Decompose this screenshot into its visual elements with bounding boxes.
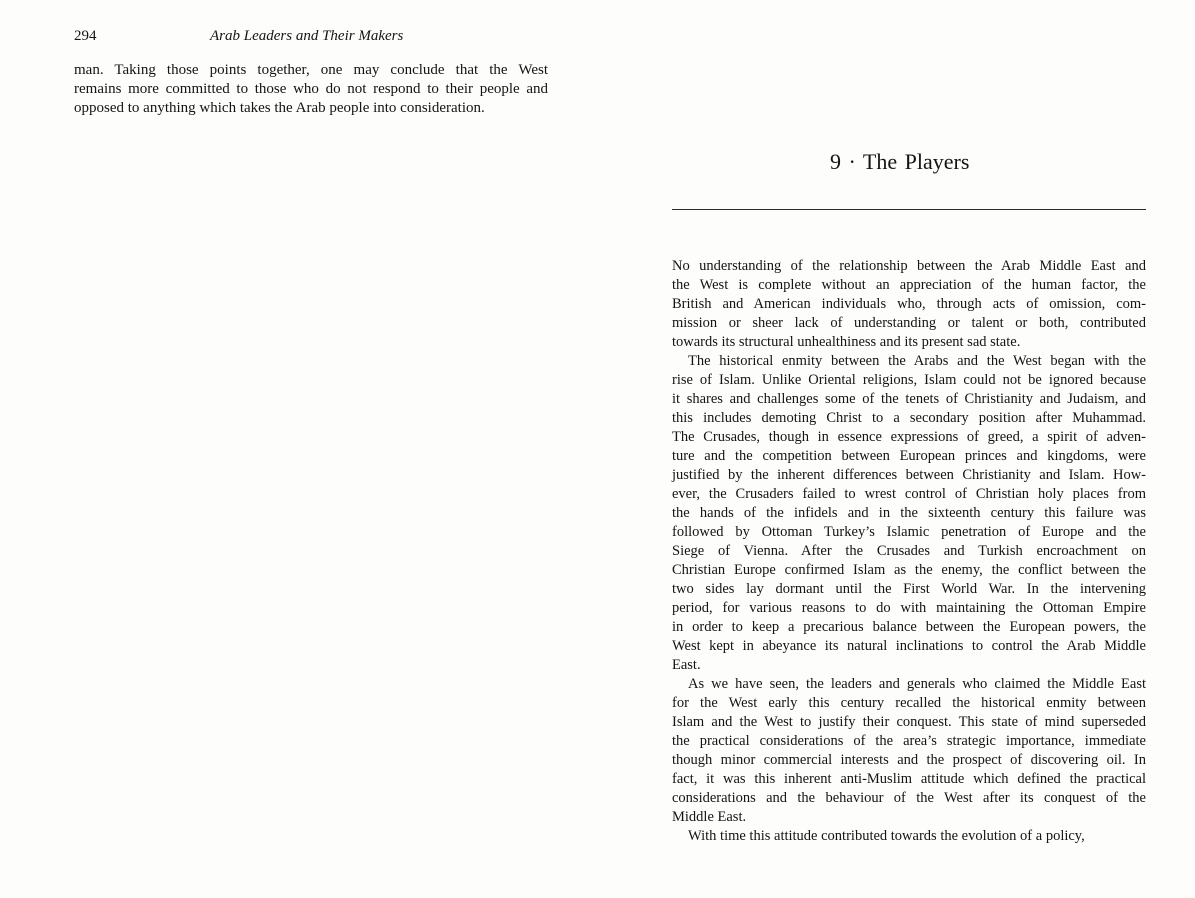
text-line: period, for various reasons to do with maintaining the Ottoman Empire	[672, 600, 1146, 616]
text-line: two sides lay dormant until the First World War. In the intervening	[672, 581, 1146, 597]
right-page-text	[672, 257, 1146, 846]
text-line: East.	[672, 657, 701, 673]
text-line: No understanding of the relationship between the Arab Middle East and	[672, 258, 1146, 274]
text-line: fact, it was this inherent anti-Muslim attitude which defined the practical	[672, 771, 1146, 787]
paragraph	[672, 257, 1146, 352]
text-line: it shares and challenges some of the tenets of Christianity and Judaism, and	[672, 391, 1146, 407]
text-line: for the West early this century recalled the historical enmity between	[672, 695, 1146, 711]
text-line: British and American individuals who, through acts of omission, com-	[672, 296, 1146, 312]
text-line: the practical considerations of the area’s strategic importance, immediate	[672, 733, 1146, 749]
text-line: West kept in abeyance its natural inclinations to control the Arab Middle	[672, 638, 1146, 654]
text-line: this includes demoting Christ to a secondary position after Muhammad.	[672, 410, 1146, 426]
text-line: opposed to anything which takes the Arab people into consideration.	[74, 100, 485, 116]
page-number: 294	[74, 28, 97, 44]
text-line: considerations and the behaviour of the West after its conquest of the	[672, 790, 1146, 806]
text-line: towards its structural unhealthiness and its present sad state.	[672, 334, 1021, 350]
text-line: ever, the Crusaders failed to wrest control of Christian holy places from	[672, 486, 1146, 502]
left-page-text	[74, 61, 548, 118]
text-line: though minor commercial interests and the prospect of discovering oil. In	[672, 752, 1146, 768]
text-line: With time this attitude contributed towards the evolution of a policy,	[688, 828, 1085, 844]
chapter-title: 9 · The Players	[830, 149, 970, 174]
text-line: Siege of Vienna. After the Crusades and Turkish encroachment on	[672, 543, 1146, 559]
text-line: Islam and the West to justify their conquest. This state of mind superseded	[672, 714, 1146, 730]
chapter-rule	[672, 209, 1146, 210]
paragraph	[672, 352, 1146, 675]
text-line: remains more committed to those who do not respond to their people and	[74, 81, 548, 97]
text-line: the West is complete without an appreciation of the human factor, the	[672, 277, 1146, 293]
right-page	[600, 0, 1195, 898]
paragraph	[672, 827, 1146, 846]
text-line: Middle East.	[672, 809, 747, 825]
text-line: mission or sheer lack of understanding or talent or both, contributed	[672, 315, 1146, 331]
text-line: rise of Islam. Unlike Oriental religions, Islam could not be ignored because	[672, 372, 1146, 388]
running-title: Arab Leaders and Their Makers	[210, 28, 404, 44]
text-line: The Crusades, though in essence expressions of greed, a spirit of adven-	[672, 429, 1146, 445]
text-line: the hands of the infidels and in the sixteenth century this failure was	[672, 505, 1146, 521]
text-line: ture and the competition between European princes and kingdoms, were	[672, 448, 1146, 464]
text-line: The historical enmity between the Arabs and the West began with the	[688, 353, 1146, 369]
text-line: justified by the inherent differences between Christianity and Islam. How-	[672, 467, 1146, 483]
text-line: followed by Ottoman Turkey’s Islamic penetration of Europe and the	[672, 524, 1146, 540]
text-line: Christian Europe confirmed Islam as the enemy, the conflict between the	[672, 562, 1146, 578]
text-line: man. Taking those points together, one may conclude that the West	[74, 62, 548, 78]
text-line: As we have seen, the leaders and generals who claimed the Middle East	[688, 676, 1146, 692]
text-line: in order to keep a precarious balance between the European powers, the	[672, 619, 1146, 635]
paragraph	[672, 675, 1146, 827]
